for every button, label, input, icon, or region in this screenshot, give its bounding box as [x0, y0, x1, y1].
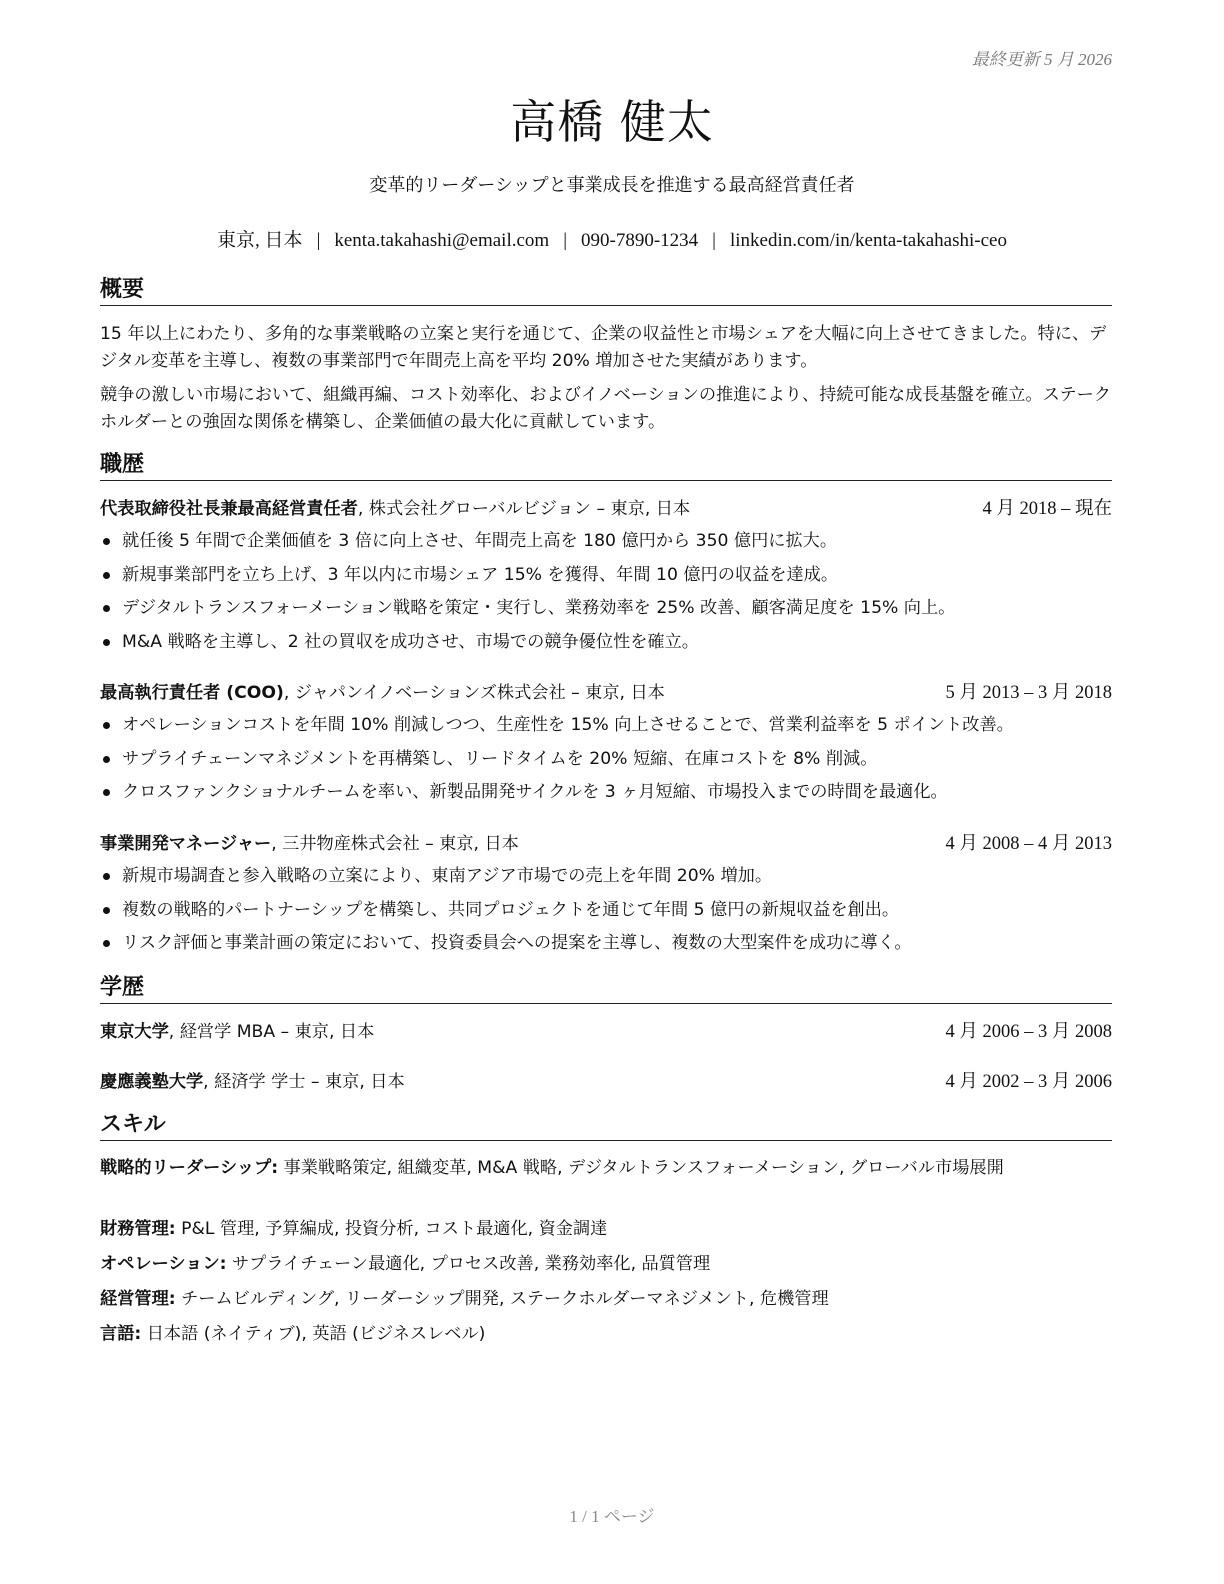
job-date: 4 月 2018 – 現在 [982, 499, 1112, 519]
last-updated: 最終更新 5 月 2026 [971, 50, 1112, 69]
list-item: クロスファンクショナルチームを率い、新製品開発サイクルを 3 ヶ月短縮、市場投入までの時間を最適化。 [100, 779, 1112, 813]
section-title-education: 学歴 [100, 975, 1112, 1004]
contact-separator: | [712, 230, 716, 251]
education-date: 4 月 2006 – 3 月 2008 [945, 1022, 1112, 1042]
list-item: M&A 戦略を主導し、2 社の買収を成功させ、市場での競争優位性を確立。 [100, 629, 1112, 663]
list-item: 新規市場調査と参入戦略の立案により、東南アジア市場での売上を年間 20% 増加。 [100, 863, 1112, 897]
job-org: , ジャパンイノベーションズ株式会社 – 東京, 日本 [283, 683, 665, 703]
skill-value: 日本語 (ネイティブ), 英語 (ビジネスレベル) [141, 1324, 486, 1344]
job-role: 事業開発マネージャー [100, 834, 272, 854]
job-bullets [100, 863, 1112, 964]
skill-value: チームビルディング, リーダーシップ開発, ステークホルダーマネジメント, 危機管理 [175, 1289, 829, 1309]
job-bullets [100, 712, 1112, 813]
education-entry [100, 1019, 1112, 1045]
contact-phone[interactable]: 090-7890-1234 [581, 230, 699, 251]
education-entry [100, 1069, 1112, 1095]
contact-separator: | [563, 230, 567, 251]
candidate-name: 高橋 健太 [510, 95, 714, 149]
skill-value: サプライチェーン最適化, プロセス改善, 業務効率化, 品質管理 [226, 1254, 711, 1274]
job-header [100, 831, 1112, 857]
job-bullets [100, 528, 1112, 662]
skill-row [100, 1286, 1112, 1313]
tagline: 変革的リーダーシップと事業成長を推進する最高経営責任者 [369, 175, 855, 196]
skill-row [100, 1216, 1112, 1243]
summary-paragraph: 15 年以上にわたり、多角的な事業戦略の立案と実行を通じて、企業の収益性と市場シェアを大幅に向上させてきました。特に、デジタル変革を主導し、複数の事業部門で年間売上高を平均 20% 増加させた実績があります。 [100, 324, 1107, 371]
skill-value: 事業戦略策定, 組織変革, M&A 戦略, デジタルトランスフォーメーション, グローバル市場展開 [278, 1158, 1004, 1178]
skill-label: 財務管理: [100, 1219, 176, 1239]
job-org: , 三井物産株式会社 – 東京, 日本 [271, 834, 519, 854]
job-role: 最高執行責任者 (COO) [100, 683, 284, 703]
skill-label: 戦略的リーダーシップ: [100, 1158, 279, 1178]
skill-label: 経営管理: [100, 1289, 176, 1309]
list-item: デジタルトランスフォーメーション戦略を策定・実行し、業務効率を 25% 改善、顧客満足度を 15% 向上。 [100, 595, 1112, 629]
job-date: 4 月 2008 – 4 月 2013 [945, 834, 1112, 854]
skill-value: P&L 管理, 予算編成, 投資分析, コスト最適化, 資金調達 [175, 1219, 608, 1239]
list-item: 新規事業部門を立ち上げ、3 年以内に市場シェア 15% を獲得、年間 10 億円の収益を達成。 [100, 562, 1112, 596]
job-org: , 株式会社グローバルビジョン – 東京, 日本 [357, 499, 691, 519]
contact-separator: | [316, 230, 321, 251]
skill-row [100, 1251, 1112, 1278]
job-header [100, 680, 1112, 706]
section-title-summary: 概要 [100, 277, 1112, 306]
contact-linkedin[interactable]: linkedin.com/in/kenta-takahashi-ceo [729, 230, 1007, 251]
job-header [100, 496, 1112, 522]
list-item: 就任後 5 年間で企業価値を 3 倍に向上させ、年間売上高を 180 億円から 350 億円に拡大。 [100, 528, 1112, 562]
section-title-skills: スキル [100, 1112, 1112, 1141]
degree: , 経営学 MBA – 東京, 日本 [168, 1022, 375, 1042]
skill-row [100, 1321, 1112, 1348]
job-role: 代表取締役社長兼最高経営責任者 [100, 499, 358, 519]
skill-row [100, 1155, 1112, 1182]
page-number: 1 / 1 ページ [569, 1507, 655, 1526]
section-title-experience: 職歴 [100, 452, 1112, 481]
list-item: リスク評価と事業計画の策定において、投資委員会への提案を主導し、複数の大型案件を成功に導く。 [100, 930, 1112, 964]
school-name: 東京大学 [100, 1022, 169, 1042]
contact-line [0, 225, 1224, 252]
summary-paragraph: 競争の激しい市場において、組織再編、コスト効率化、およびイノベーションの推進により、持続可能な成長基盤を確立。ステークホルダーとの強固な関係を構築し、企業価値の最大化に貢献しています。 [100, 385, 1111, 432]
skill-label: オペレーション: [100, 1254, 227, 1274]
degree: , 経済学 学士 – 東京, 日本 [203, 1072, 405, 1092]
skill-label: 言語: [100, 1324, 142, 1344]
contact-location: 東京, 日本 [217, 230, 303, 251]
job-date: 5 月 2013 – 3 月 2018 [945, 683, 1112, 703]
list-item: サプライチェーンマネジメントを再構築し、リードタイムを 20% 短縮、在庫コストを 8% 削減。 [100, 746, 1112, 780]
school-name: 慶應義塾大学 [100, 1072, 204, 1092]
education-date: 4 月 2002 – 3 月 2006 [945, 1072, 1112, 1092]
list-item: オペレーションコストを年間 10% 削減しつつ、生産性を 15% 向上させることで、営業利益率を 5 ポイント改善。 [100, 712, 1112, 746]
contact-email[interactable]: kenta.takahashi@email.com [334, 230, 550, 251]
list-item: 複数の戦略的パートナーシップを構築し、共同プロジェクトを通じて年間 5 億円の新規収益を創出。 [100, 897, 1112, 931]
